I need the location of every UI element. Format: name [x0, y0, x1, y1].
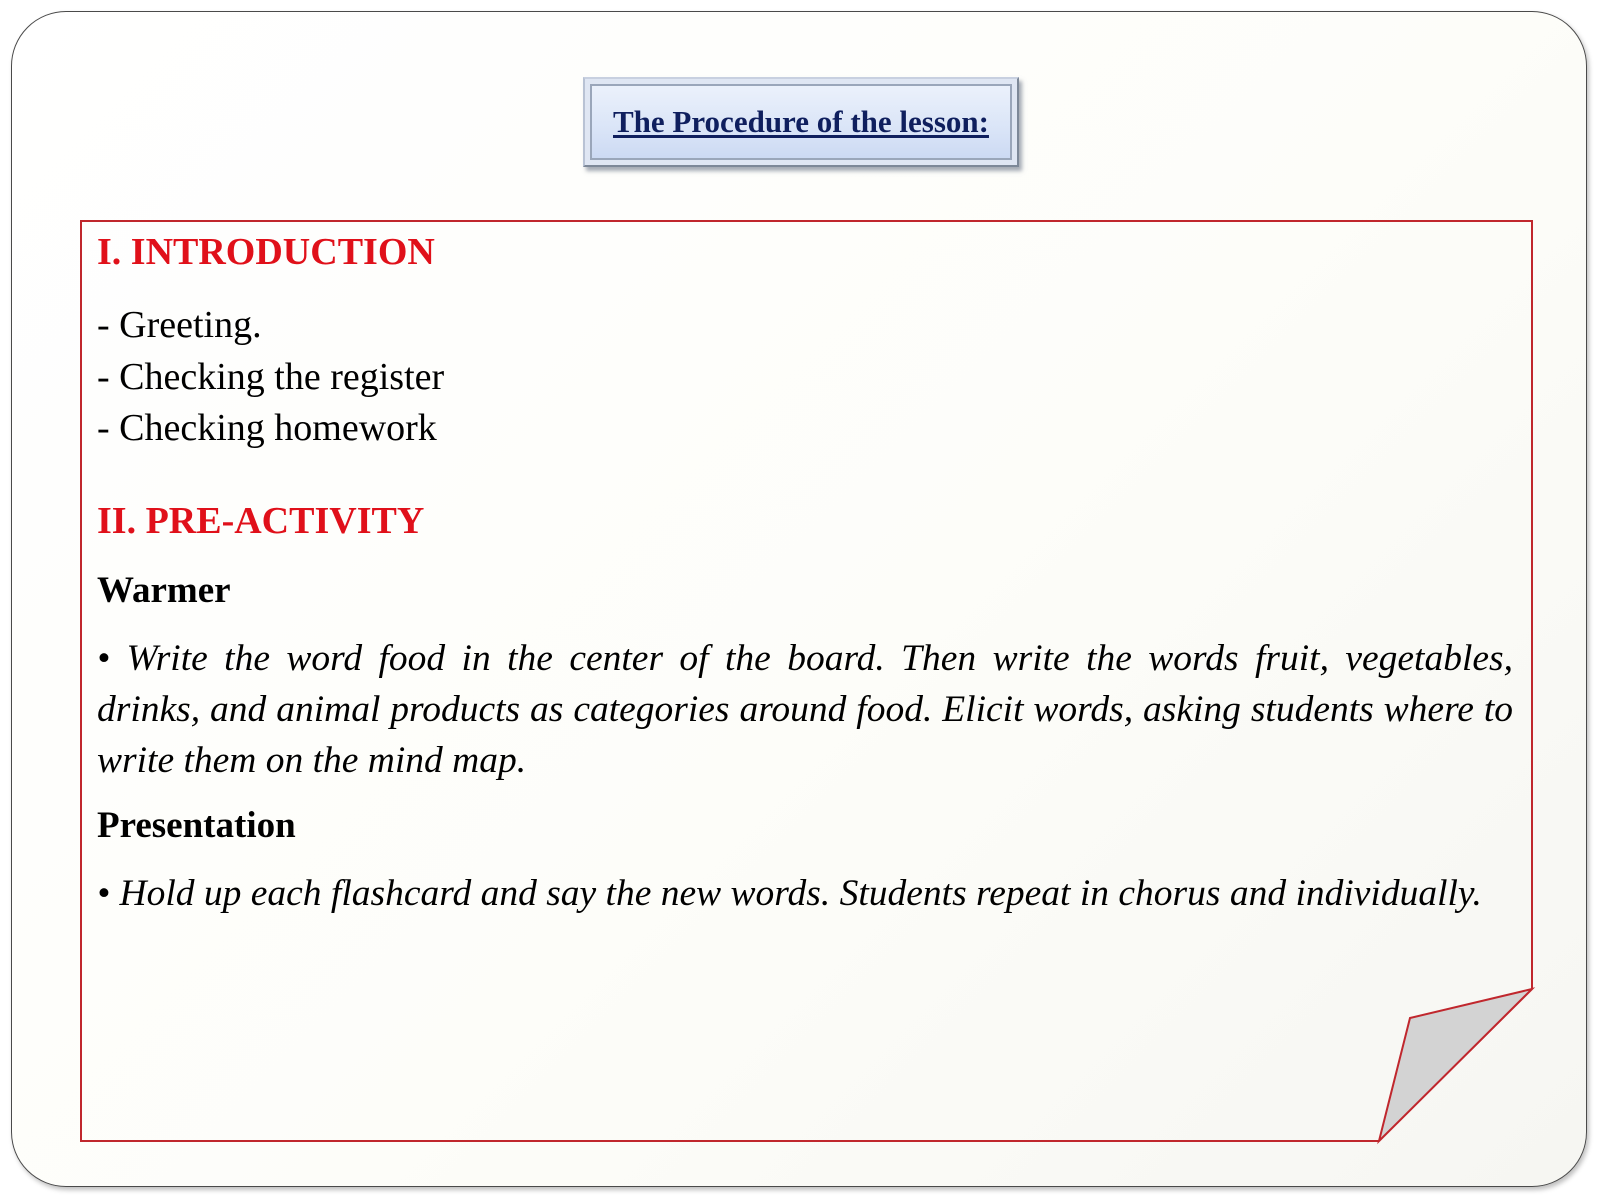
presentation-paragraph: • Hold up each flashcard and say the new words. Students repeat in chorus and individually.	[97, 872, 1482, 914]
list-item: - Checking homework	[97, 407, 437, 449]
content-area	[97, 230, 1513, 919]
subheading-warmer: Warmer	[97, 569, 231, 611]
list-item: - Greeting.	[97, 304, 262, 346]
section-heading-introduction: I. INTRODUCTION	[97, 231, 435, 273]
warmer-paragraph: • Write the word food in the center of the board. Then write the words fruit, vegetables, drinks, and animal products as categories around food. Elicit words, asking students where to write them on the mind map.	[97, 637, 1513, 781]
subheading-presentation: Presentation	[97, 804, 296, 846]
page-curl	[1379, 989, 1532, 1141]
section-heading-pre-activity: II. PRE-ACTIVITY	[97, 499, 425, 542]
list-item: - Checking the register	[97, 355, 445, 398]
slide-title: The Procedure of the lesson:	[613, 104, 989, 139]
